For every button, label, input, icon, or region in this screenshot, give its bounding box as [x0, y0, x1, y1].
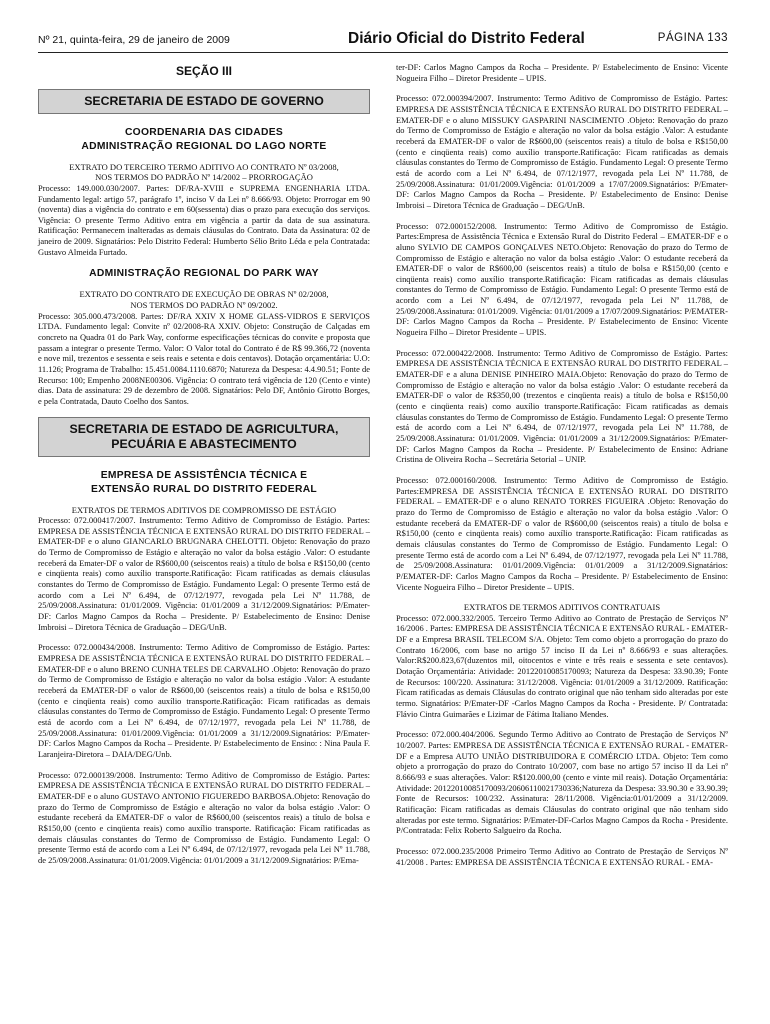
extrato-paragraph: Processo: 072.000152/2008. Instrumento: Termo Aditivo de Compromisso de Estágio. Partes:Empresa de Assistência Técnica e Extensão Rural do Distrito Federal – EMATER-DF e o aluno SYLVIO DE CAMPOS GONÇALVES NETO.Objeto: Renovação do prazo do Termo de Compromisso de Estágio e alteração no valor da bolsa estágio .Valor: O estudante receberá da EMATER-DF o valor de R$600,00 (seiscentos reais) a título de bolsa e R$150,00 (cento e cinqüenta reais) como auxílio transporte.Ratificação: Ficam ratificadas as demais cláusulas constantes do Termo de Compromisso de Estágio. Fundamento Legal: O presente Termo está de acordo com a Lei Nº 6.494, de 07/12/1977, revogada pela Lei Nº 11.788, de 25/09/2008.Assinatura: 01/01/2009. Vigência: 01/01/2009 a 17/07/2009.Signatários: P/EMATER-DF: Carlos Magno Campos da Rocha – Presidente. P/ Estabelecimento de Ensino: Vicente Nogueira Filho – Diretor Presidente – UPIS.	[396, 220, 728, 338]
lago-extrato-text: Processo: 149.000.030/2007. Partes: DF/RA-XVIII e SUPREMA ENGENHARIA LTDA. Fundamento legal: artigo 57, parágrafo 1º, inciso V da Lei nº 8.666/93. Objeto: Prorrogar em 90 (noventa) dias a vigência do contrato e em 60(sessenta) dias o prazo para execução dos serviços. Vigência: O presente Termo Aditivo entra em vigência a partir da data de sua assinatura. Ratificação: Permanecem inalteradas as demais cláusulas do Contrato. Data da Assinatura: 02 de janeiro de 2009. Signatários: Pelo Distrito Federal: Humberto Sélio Brito Léda e pela Contratada: Gustavo Almeida Furtado.	[38, 182, 370, 257]
extrato-paragraph: Processo: 072.000.404/2006. Segundo Termo Aditivo ao Contrato de Prestação de Serviços Nº 10/2007. Partes: EMPRESA DE ASSISTÊNCIA TÉCNICA E EXTENSÃO RURAL - EMATER-DF e a Empresa AUTO UNIÃO DISTRIBUIDORA E COMÉRCIO LTDA. Objeto: Tem como objeto a prorrogação do prazo do Contrato 10/2007, com base no artigo 57 inciso II da Lei nº 8.666/93 e suas alterações. Valor: R$120.000,00 (cento e vinte mil reais). Dotação Orçamentária: Atividade: 20122010085170093/20606110021730336;Natureza da Despesa: 33.90.30 e 33.90.39; Fonte de Recursos: 100/232. Assinatura: 28/11/2008. Vigência:01/01/2009 a 31/12/2009. Ratificação: Ficam ratificadas as demais Cláusulas do contrato original que não tenham sido alteradas por este termo. Signatários: P/Emater-DF-Carlos Magno Campos da Rocha - Presidente. P/Contratada: Felix Roberto Salgueiro da Rocha.	[396, 729, 728, 836]
right-column	[396, 62, 728, 867]
coordenaria-heading: COORDENARIA DAS CIDADES	[124, 126, 284, 138]
secretariat-agriculture-heading: SECRETARIA DE ESTADO DE AGRICULTURA, PECUÁRIA E ABASTECIMENTO	[38, 417, 370, 457]
park-way-heading: ADMINISTRAÇÃO REGIONAL DO PARK WAY	[89, 268, 319, 280]
extrato-paragraph: Processo: 072.000.332/2005. Terceiro Termo Aditivo ao Contrato de Prestação de Serviços Nº 16/2006 . Partes: EMPRESA DE ASSISTÊNCIA TÉCNICA E EXTENSÃO RURAL - EMATER-DF e a Empresa BRASIL TELECOM S/A. Objeto: Tem como objeto a prorrogação do prazo do Contrato 16/2006, com base no artigo 57 inciso II da Lei nº 8.666/93 e suas alterações. Valor:R$200.823,67(duzentos mil, oitocentos e vinte e três reais e sessenta e sete centavos). Dotação Orçamentária: Atividade: 20122010085170093; Natureza da Despesa: 33.90.39; Fonte de Recursos: 100/220. Assinatura: 31/12/2008. Vigência: 01/01/2009 a 31/12/2009. Ratificação: Ficam ratificadas as demais Cláusulas do contrato original que não tenham sido alteradas por este termo. Signatários: P/Emater-DF -Carlos Magno Campos da Rocha - Presidente. P/ Contratada: Flávio Cintra Guimarães e Lizimar de Fátima Italiano Mendes.	[396, 612, 728, 719]
lago-norte-heading: ADMINISTRAÇÃO REGIONAL DO LAGO NORTE	[81, 140, 327, 152]
left-column	[38, 62, 370, 865]
emater-heading-line2: EXTENSÃO RURAL DO DISTRITO FEDERAL	[90, 483, 318, 495]
extrato-paragraph: Processo: 072.000160/2008. Instrumento: Termo Aditivo de Compromisso de Estágio. Partes:EMPRESA DE ASSISTÊNCIA TÉCNICA E EXTENSÃO RURAL DO DISTRITO FEDERAL – EMATER-DF e o aluno RENATO TORRES FIGUEIRA .Objeto: Renovação do prazo do Termo de Compromisso de Estágio e alteração no valor da bolsa estágio .Valor: O estudante receberá da EMATER-DF o valor de R$600,00 (seiscentos reais) a título de bolsa e R$150,00 (cento e cinqüenta reais) como auxílio transporte.Ratificação: Ficam ratificadas as demais cláusulas constantes do Termo de Compromisso de Estágio. Fundamento Legal: O presente Termo está de acordo com a Lei Nº 6.494, de 07/12/1977, revogada pela Lei Nº 11.788, de 25/09/2008.Assinatura: 01/01/2009.Vigência: 01/01/2009 a 31/12/2009.Signatários: P/EMATER-DF: Carlos Magno Campos da Rocha – Presidente. P/ Estabelecimento de Ensino: Vicente Nogueira Filho – Diretor Presidente – UPIS.	[396, 474, 728, 592]
page-header	[38, 30, 728, 53]
secretariat-government-heading: SECRETARIA DE ESTADO DE GOVERNO	[38, 89, 370, 114]
extrato-paragraph: Processo: 072.000422/2008. Instrumento: Termo Aditivo de Compromisso de Estágio. Partes: EMPRESA DE ASSISTÊNCIA TÉCNICA E EXTENSÃO RURAL DO DISTRITO FEDERAL – EMATER-DF e a aluna DENISE PINHEIRO MAIA.Objeto: Renovação do prazo do Termo de Compromisso de Estágio e alteração no valor da bolsa estágio .Valor: O estudante receberá da EMATER-DF o valor de R$350,00 (trezentos e cinqüenta reais) a título de bolsa e R$150,00 (cento e cinqüenta reais) como auxílio transporte.Ratificação: Ficam ratificadas as demais cláusulas constantes do Termo de Compromisso de Estágio. Fundamento Legal: O presente Termo está de acordo com a Lei Nº 6.494, de 07/12/1977, revogada pela Lei Nº 11.788, de 25/09/2008.Assinatura: 01/01/2009. Vigência: 01/01/2009 a 31/12/2009.Signatários: P/Emater-DF: Carlos Magno Campos da Rocha – Presidente. P/ Estabelecimento de Ensino: Adriane Cristina de Oliveira Rocha – Secretária Setorial – UNIP.	[396, 347, 728, 465]
section-title: SEÇÃO III	[175, 64, 232, 78]
issue-date: Nº 21, quinta-feira, 29 de janeiro de 2009	[38, 34, 230, 46]
extrato-paragraph: Processo: 072.000.235/2008 Primeiro Termo Aditivo ao Contrato de Prestação de Serviços Nº 41/2008 . Partes: EMPRESA DE ASSISTÊNCIA TÉCNICA E EXTENSÃO RURAL - EMA-	[396, 845, 728, 867]
extratos-estagio-title: EXTRATOS DE TERMOS ADITIVOS DE COMPROMISSO DE ESTÁGIO	[71, 504, 337, 515]
park-extrato-subtitle: NOS TERMOS DO PADRÃO Nº 09/2002.	[130, 300, 278, 311]
extrato-paragraph: Processo: 072.000417/2007. Instrumento: Termo Aditivo de Compromisso de Estágio. Partes: EMPRESA DE ASSISTÊNCIA TÉCNICA E EXTENSÃO RURAL DO DISTRITO FEDERAL – EMATER-DF e o aluno GIANCARLO BRUGNARA CHELOTTI. Objeto: Renovação do prazo do Termo de Compromisso de Estágio e alteração no valor da bolsa estágio .Valor: O estudante receberá da Emater-DF o valor de R$600,00 (seiscentos reais) a título de bolsa e R$150,00 (cento e cinqüenta reais) como auxílio transporte.Ratificação: Ficam ratificadas as demais cláusulas constantes do Termo de Compromisso de Estágio. Fundamento Legal: O presente Termo está de acordo com a Lei Nº 6.494, de 07/12/1977, revogada pela Lei Nº 11.788, de 25/09/2008.Assinatura: 01/01/2009. Vigência: 01/01/2009 a 31/12/2009.Signatários: P/Emater-DF: Carlos Magno Campos da Rocha – Presidente. P/ Estabelecimento de Ensino: Denise Imbroisi – Diretora Técnica de Graduação – DEG/UnB.	[38, 515, 370, 632]
emater-heading-line1: EMPRESA DE ASSISTÊNCIA TÉCNICA E	[100, 469, 308, 481]
lago-extrato-title: EXTRATO DO TERCEIRO TERMO ADITIVO AO CONTRATO Nº 03/2008,	[69, 161, 339, 172]
page-number: PÁGINA 133	[657, 32, 728, 44]
extrato-paragraph: Processo: 072.000434/2008. Instrumento: Termo Aditivo de Compromisso de Estágio. Partes: EMPRESA DE ASSISTÊNCIA TÉCNICA E EXTENSÃO RURAL DO DISTRITO FEDERAL – EMATER-DF e o aluno BRENO CUNHA TELES DE CARVALHO .Objeto: Renovação do prazo do Termo de Compromisso de Estágio e alteração no valor da bolsa estágio .Valor: A estudante receberá da EMATER-DF o valor de R$600,00 (seiscentos reais) a título de bolsa e R$150,00 (cento e cinqüenta reais) como auxílio transporte.Ratificação: Ficam ratificadas as demais cláusulas constantes do Termo de Compromisso de Estágio. Fundamento Legal: O presente Termo está de acordo com a Lei Nº 6.494, de 07/12/1977, revogada pela Lei Nº 11.788, de 25/09/2008.Assinatura: 01/01/2009.Vigência: 01/01/2009 a 31/12/2009.Signatários: P/Emater-DF: Carlos Magno Campos da Rocha – Presidente. P/ Estabelecimento de Ensino: : Nina Paula F. Laranjeira-Diretora – DAIA/DEG/Unb.	[38, 642, 370, 759]
extrato-paragraph: Processo: 072.000139/2008. Instrumento: Termo Aditivo de Compromisso de Estágio. Partes: EMPRESA DE ASSISTÊNCIA TÉCNICA E EXTENSÃO RURAL DO DISTRITO FEDERAL – EMATER-DF e o aluno GUSTAVO ANTONIO FIGUEREDO BARBOSA.Objeto: Renovação do prazo do Termo de Compromisso de Estágio e alteração no valor da bolsa estágio .Valor: O estudante receberá da EMATER-DF o valor de R$600,00 (seiscentos reais) a título de bolsa e R$150,00 (cento e cinqüenta reais) como auxílio transporte. Ratificação: Ficam ratificadas as demais cláusulas constantes do Termo de Compromisso de Estágio. Fundamento Legal: O presente Termo está de acordo com a Lei Nº 6.494, de 07/12/1977, revogada pela Lei Nº 11.788, de 25/09/2008.Assinatura: 01/01/2009.Vigência: 01/01/2009 a 31/12/2009.Signatários: P/Ema-	[38, 769, 370, 865]
park-extrato-text: Processo: 305.000.473/2008. Partes: DF/RA XXIV X HOME GLASS-VIDROS E SERVIÇOS LTDA. Fundamento legal: Convite nº 02/2008-RA XXIV. Objeto: Construção de Calçadas em concreto na Quadra 01 do Park Way, conforme especificações técnicas do convite e proposta que passam a integrar o presente Termo. Valor: O Valor total do Contrato é de R$ 99.366,72 (noventa e nove mil, trezentos e sessenta e seis reais e setenta e dois centavos). Dotação orçamentária: U.O: 11.126; Programa de Trabalho: 15.451.0084.1110.6870; Natureza da Despesa: 4.4.90.51; Fonte de Recurso: 100; Empenho 2008NE00306. Vigência: O contrato terá vigência de 120 (Cento e vinte) dias. Data de assinatura: 29 de dezembro de 2008. Signatários: Pelo DF, Antônio Girotto Borges, e pela Contratada, Dauto Coelho dos Santos.	[38, 310, 370, 406]
extratos-contratuais-title: EXTRATOS DE TERMOS ADITIVOS CONTRATUAIS	[463, 602, 661, 613]
journal-title: Diário Oficial do Distrito Federal	[348, 30, 585, 47]
extrato-paragraph: Processo: 072.000394/2007. Instrumento: Termo Aditivo de Compromisso de Estágio. Partes: EMPRESA DE ASSISTÊNCIA TÉCNICA E EXTENSÃO RURAL DO DISTRITO FEDERAL – EMATER-DF e o aluno MISSUKY GASPARINI NASCIMENTO .Objeto: Renovação do prazo do Termo de Compromisso de Estágio e alteração no valor da bolsa estágio .Valor: A estudante receberá da EMATER-DF o valor de R$600,00 (seiscentos reais) a título de bolsa e R$150,00 (cento e cinqüenta reais) como auxílio transporte.Ratificação: Ficam ratificadas as demais cláusulas constantes do Termo de Compromisso de Estágio. Fundamento Legal: O presente Termo está de acordo com a Lei Nº 6.494, de 07/12/1977, revogada pela Lei Nº 11.788, de 25/09/2008.Assinatura: 01/01/2009.Vigência: 01/01/2009 a 17/07/2009.Signatários: P/Emater-DF: Carlos Magno Campos da Rocha – Presidente. P/ Estabelecimento de Ensino: Denise Imbroisi – Diretora Técnica de Graduação – DEG/UnB.	[396, 93, 728, 210]
park-extrato-title: EXTRATO DO CONTRATO DE EXECUÇÃO DE OBRAS Nº 02/2008,	[79, 289, 329, 300]
extrato-paragraph: ter-DF: Carlos Magno Campos da Rocha – Presidente. P/ Estabelecimento de Ensino: Vicente Nogueira Filho – Diretor Presidente – UPIS.	[396, 62, 728, 83]
lago-extrato-subtitle: NOS TERMOS DO PADRÃO Nº 14/2002 – PRORROGAÇÃO	[95, 172, 313, 183]
